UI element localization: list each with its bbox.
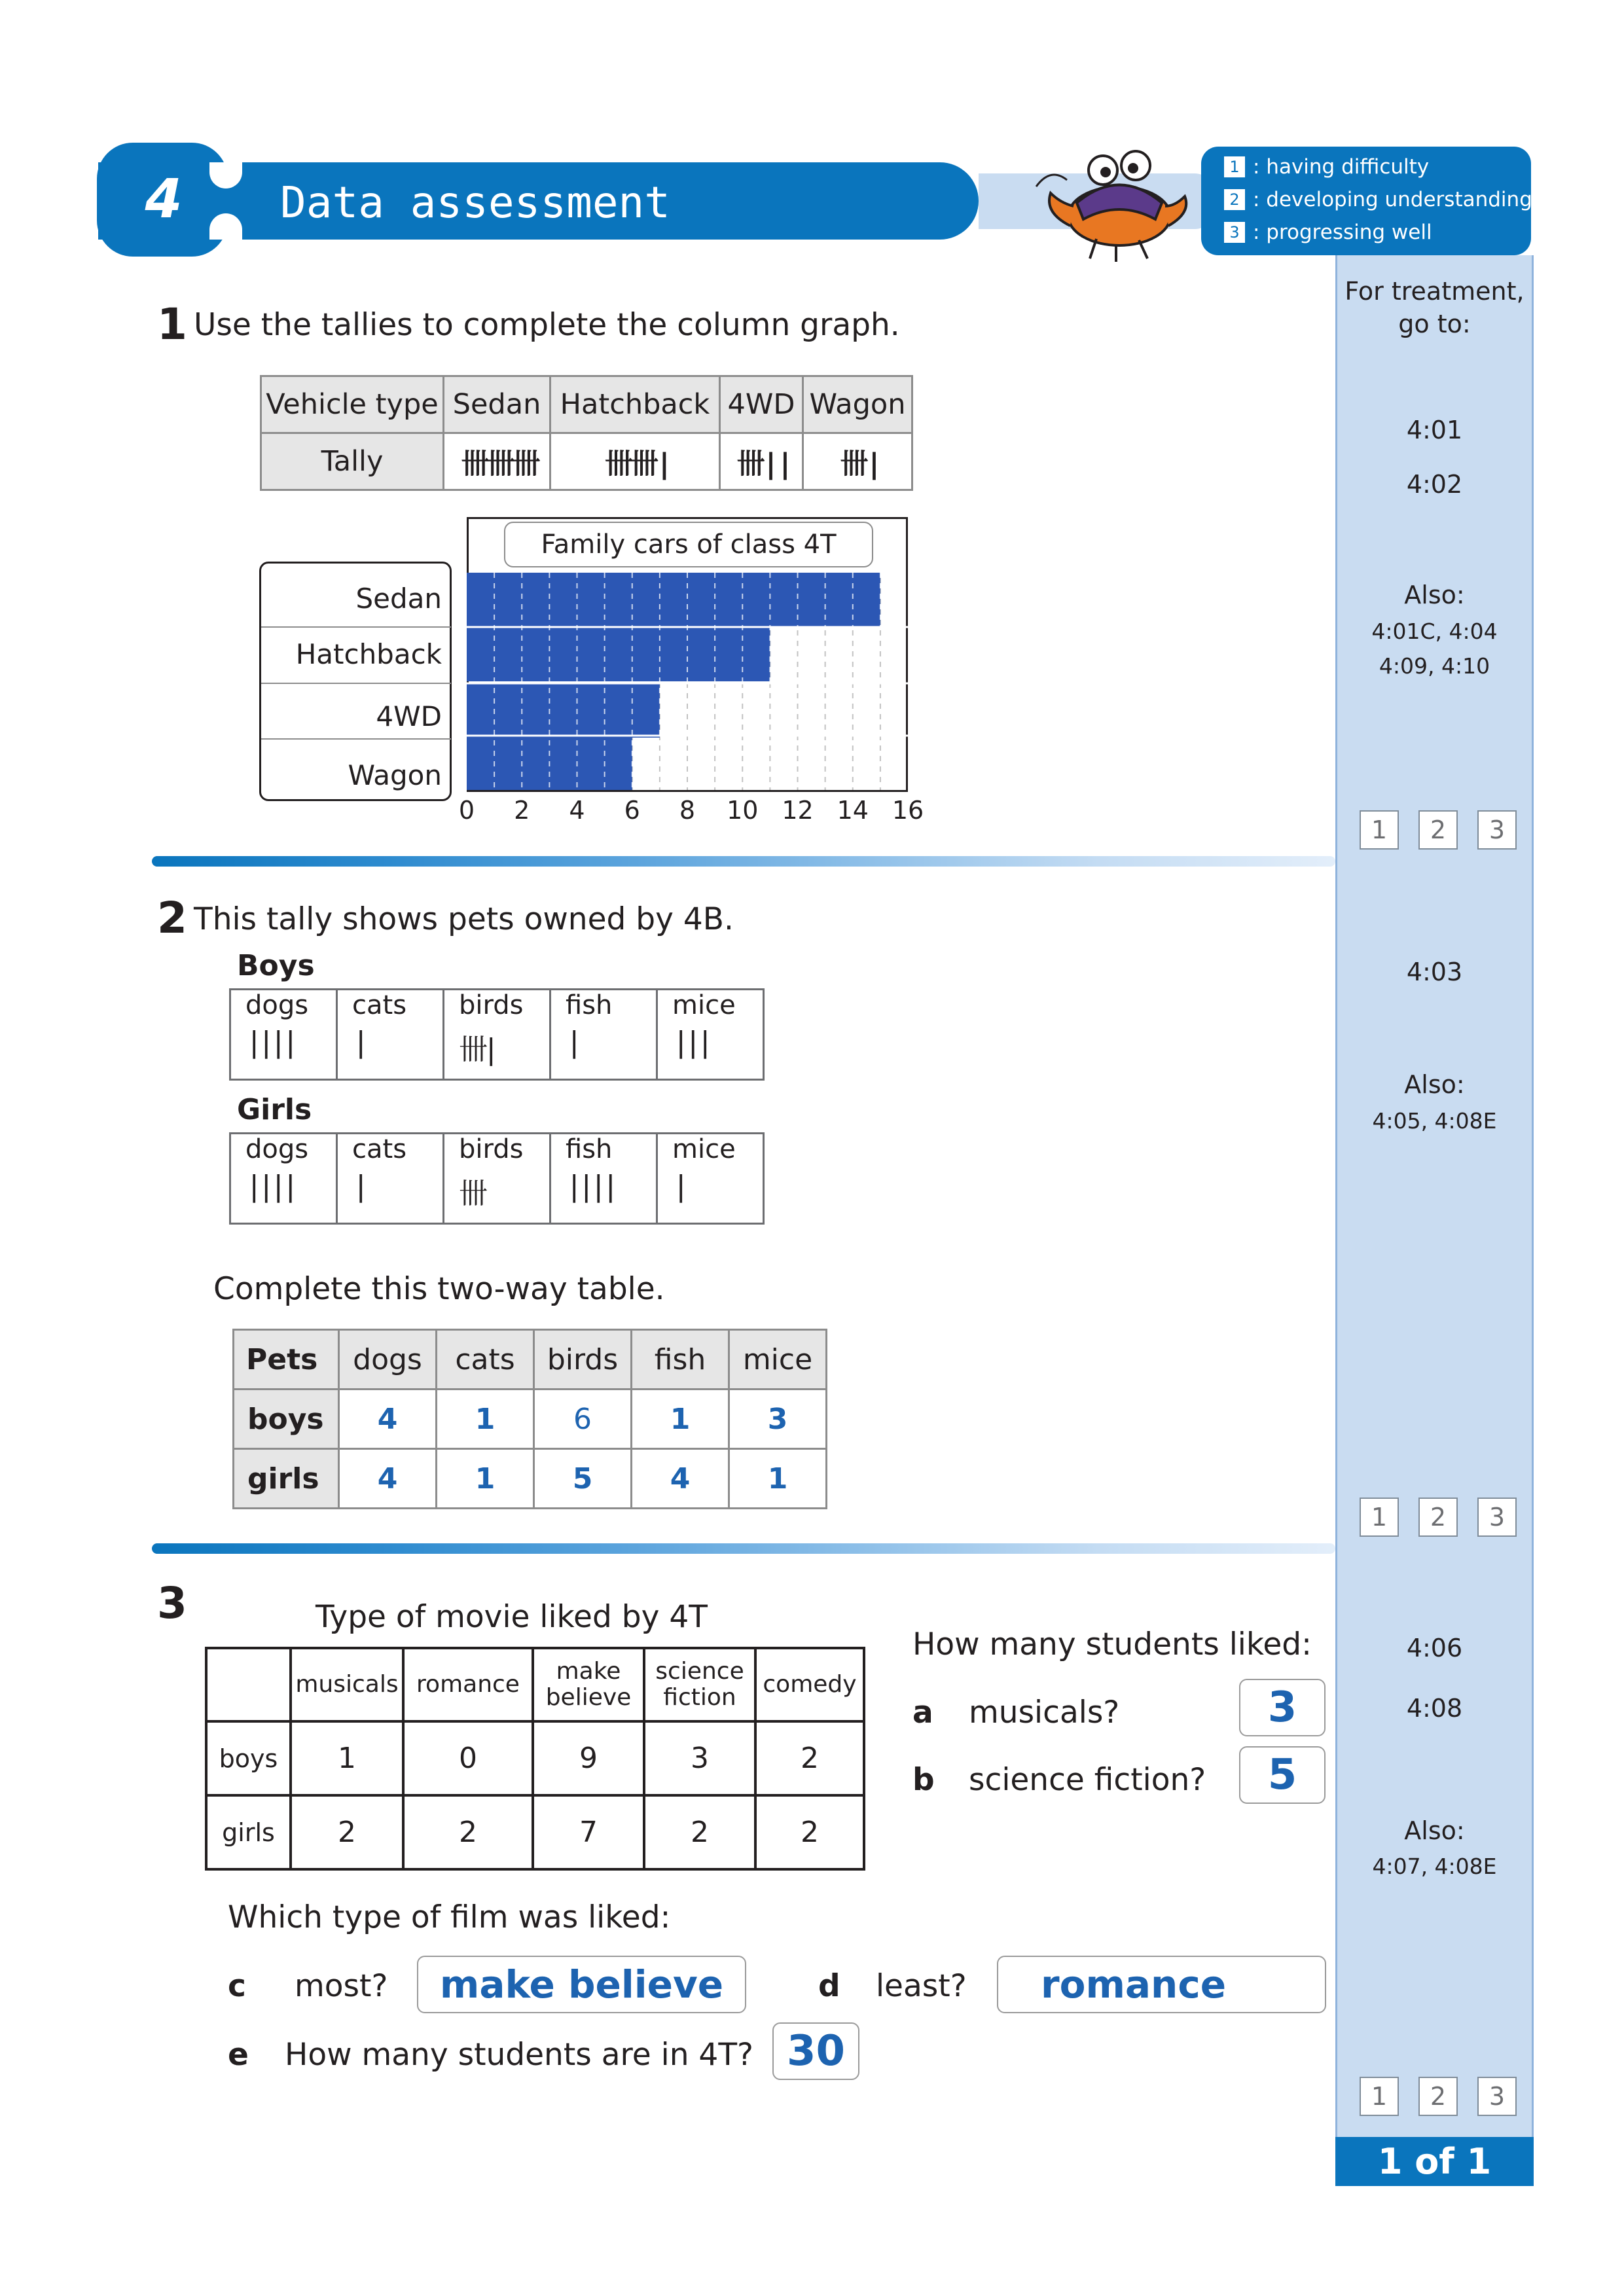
answer-cell[interactable]: 1 <box>437 1449 534 1509</box>
table-cell: 0 <box>403 1721 533 1795</box>
pet-cell: birds 卌| <box>444 990 550 1080</box>
treatment-ref: 4:03 <box>1406 958 1463 986</box>
also-ref: 4:09, 4:10 <box>1379 653 1490 679</box>
answer-box-e[interactable]: 30 <box>772 2022 859 2080</box>
question-number: 2 <box>157 893 187 943</box>
table-header: science fiction <box>644 1648 755 1721</box>
score-box-3[interactable]: 3 <box>1477 810 1517 850</box>
table-cell: 3 <box>644 1721 755 1795</box>
part-text: musicals? <box>969 1695 1120 1731</box>
chart-category-label: Wagon <box>348 759 442 791</box>
movie-table <box>205 1647 865 1871</box>
legend-item: 3 : progressing well <box>1224 216 1432 249</box>
also-ref: 4:07, 4:08E <box>1372 1854 1497 1879</box>
also-ref: 4:01C, 4:04 <box>1371 619 1498 644</box>
pet-cell: birds 卌 <box>444 1134 550 1224</box>
chart-category-label: Sedan <box>355 583 442 615</box>
pet-cell: dogs |||| <box>230 990 337 1080</box>
answer-box-b[interactable]: 5 <box>1239 1746 1326 1804</box>
legend-item: 1 : having difficulty <box>1224 151 1429 183</box>
chart-tick-label: 16 <box>892 796 924 825</box>
table-header: Wagon <box>803 376 912 433</box>
row-header: boys <box>234 1390 339 1449</box>
score-box-1[interactable]: 1 <box>1360 1498 1399 1537</box>
table-cell: 1 <box>291 1721 403 1795</box>
question-prompt: Which type of film was liked: <box>228 1899 671 1935</box>
part-label: e <box>228 2037 249 2073</box>
page-title: Data assessment <box>280 177 671 228</box>
table-cell: 2 <box>644 1795 755 1869</box>
chart-category-label: Hatchback <box>295 638 442 670</box>
row-header: girls <box>206 1795 291 1869</box>
table-cell: 2 <box>291 1795 403 1869</box>
chart-tick-label: 6 <box>624 796 640 825</box>
also-ref: 4:05, 4:08E <box>1372 1108 1497 1134</box>
chart-tick-label: 12 <box>782 796 814 825</box>
answer-box-c[interactable]: make believe <box>417 1956 746 2013</box>
treatment-ref: 4:02 <box>1406 470 1463 499</box>
unit-number: 4 <box>145 168 183 230</box>
answer-box-a[interactable]: 3 <box>1239 1679 1326 1736</box>
tally-cell: 卌卌| <box>550 433 720 490</box>
answer-box-d[interactable]: romance <box>997 1956 1326 2013</box>
part-label: a <box>912 1695 933 1731</box>
tally-cell: 卌|| <box>720 433 803 490</box>
tally-cell: 卌卌卌 <box>444 433 550 490</box>
girls-tally-table <box>229 1132 765 1225</box>
table-header: Sedan <box>444 376 550 433</box>
pet-cell: mice | <box>657 1134 764 1224</box>
chart-tick-label: 4 <box>569 796 585 825</box>
question-number: 1 <box>157 299 187 350</box>
question-prompt: How many students liked: <box>912 1626 1312 1662</box>
question-prompt: Use the tallies to complete the column graph. <box>194 307 900 343</box>
score-box-2[interactable]: 2 <box>1418 2077 1458 2116</box>
part-text: How many students are in 4T? <box>285 2037 753 2073</box>
chart-bar-sedan <box>467 573 880 627</box>
table-row-header: Tally <box>261 433 444 490</box>
tally-cell: 卌| <box>803 433 912 490</box>
score-boxes <box>1360 1498 1521 1537</box>
table-header: dogs <box>339 1330 437 1390</box>
answer-cell[interactable]: 5 <box>534 1449 632 1509</box>
row-header: girls <box>234 1449 339 1509</box>
table-header: birds <box>534 1330 632 1390</box>
score-box-3[interactable]: 3 <box>1477 2077 1517 2116</box>
boys-label: Boys <box>237 949 315 982</box>
part-label: c <box>228 1968 246 2004</box>
question-prompt: This tally shows pets owned by 4B. <box>194 901 734 937</box>
table-header: romance <box>403 1648 533 1721</box>
part-text: science fiction? <box>969 1762 1206 1798</box>
chart-tick-label: 2 <box>514 796 530 825</box>
section-divider <box>152 1543 1335 1554</box>
table-header: mice <box>729 1330 827 1390</box>
chart-tick-label: 14 <box>837 796 869 825</box>
row-header: boys <box>206 1721 291 1795</box>
answer-cell[interactable]: 3 <box>729 1390 827 1449</box>
divider <box>261 683 451 684</box>
chart-tick-label: 8 <box>679 796 696 825</box>
vehicle-tally-table <box>260 375 913 491</box>
part-text: least? <box>876 1968 967 2004</box>
pet-cell: cats | <box>337 990 444 1080</box>
table-header: musicals <box>291 1648 403 1721</box>
table-cell: 2 <box>755 1721 864 1795</box>
also-label: Also: <box>1404 581 1465 609</box>
also-label: Also: <box>1404 1816 1465 1845</box>
table-corner: Pets <box>234 1330 339 1390</box>
table-header: cats <box>437 1330 534 1390</box>
also-label: Also: <box>1404 1070 1465 1099</box>
table-header: 4WD <box>720 376 803 433</box>
table-header: fish <box>632 1330 729 1390</box>
legend-item: 2 : developing understanding <box>1224 183 1532 216</box>
treatment-ref: 4:01 <box>1406 416 1463 444</box>
score-boxes <box>1360 2077 1521 2116</box>
answer-cell[interactable]: 1 <box>729 1449 827 1509</box>
page-indicator: 1 of 1 <box>1335 2137 1534 2186</box>
answer-cell[interactable]: 4 <box>632 1449 729 1509</box>
question-number: 3 <box>157 1578 187 1628</box>
table-header: Vehicle type <box>261 376 444 433</box>
chart-tick-label: 0 <box>458 796 475 825</box>
table-header: comedy <box>755 1648 864 1721</box>
treatment-ref: 4:08 <box>1406 1694 1463 1723</box>
answer-cell[interactable]: 4 <box>339 1390 437 1449</box>
answer-cell[interactable]: 1 <box>632 1390 729 1449</box>
answer-cell[interactable]: 6 <box>534 1390 632 1449</box>
answer-cell[interactable]: 1 <box>437 1390 534 1449</box>
score-box-2[interactable]: 2 <box>1418 810 1458 850</box>
table-cell: 2 <box>403 1795 533 1869</box>
crab-mascot-icon <box>1031 141 1201 265</box>
score-box-1[interactable]: 1 <box>1360 2077 1399 2116</box>
treatment-label: For treatment, go to: <box>1344 277 1525 338</box>
part-label: b <box>912 1762 935 1798</box>
chart-title: Family cars of class 4T <box>504 522 873 567</box>
table-cell: 9 <box>533 1721 644 1795</box>
table-cell: 7 <box>533 1795 644 1869</box>
chart-category-label: 4WD <box>376 700 442 732</box>
pet-cell: cats | <box>337 1134 444 1224</box>
answer-cell[interactable]: 4 <box>339 1449 437 1509</box>
score-boxes <box>1360 810 1521 850</box>
treatment-sidebar <box>1335 255 1534 2185</box>
pet-cell: fish | <box>550 990 657 1080</box>
score-box-3[interactable]: 3 <box>1477 1498 1517 1537</box>
girls-label: Girls <box>237 1093 312 1126</box>
section-divider <box>152 856 1335 867</box>
boys-tally-table <box>229 988 765 1081</box>
instruction: Complete this two-way table. <box>213 1271 665 1307</box>
part-label: d <box>818 1968 840 2004</box>
table-cell: 2 <box>755 1795 864 1869</box>
table-title: Type of movie liked by 4T <box>316 1599 708 1635</box>
pet-cell: mice ||| <box>657 990 764 1080</box>
pet-cell: dogs |||| <box>230 1134 337 1224</box>
part-text: most? <box>295 1968 388 2004</box>
pet-cell: fish |||| <box>550 1134 657 1224</box>
chart-bar-4wd <box>467 683 660 738</box>
score-box-1[interactable]: 1 <box>1360 810 1399 850</box>
divider <box>261 626 451 628</box>
table-header: Hatchback <box>550 376 720 433</box>
table-header: make believe <box>533 1648 644 1721</box>
table-corner <box>206 1648 291 1721</box>
score-box-2[interactable]: 2 <box>1418 1498 1458 1537</box>
chart-bar-hatchback <box>467 627 770 681</box>
treatment-ref: 4:06 <box>1406 1634 1463 1662</box>
two-way-table <box>232 1329 827 1509</box>
chart-tick-label: 10 <box>727 796 759 825</box>
